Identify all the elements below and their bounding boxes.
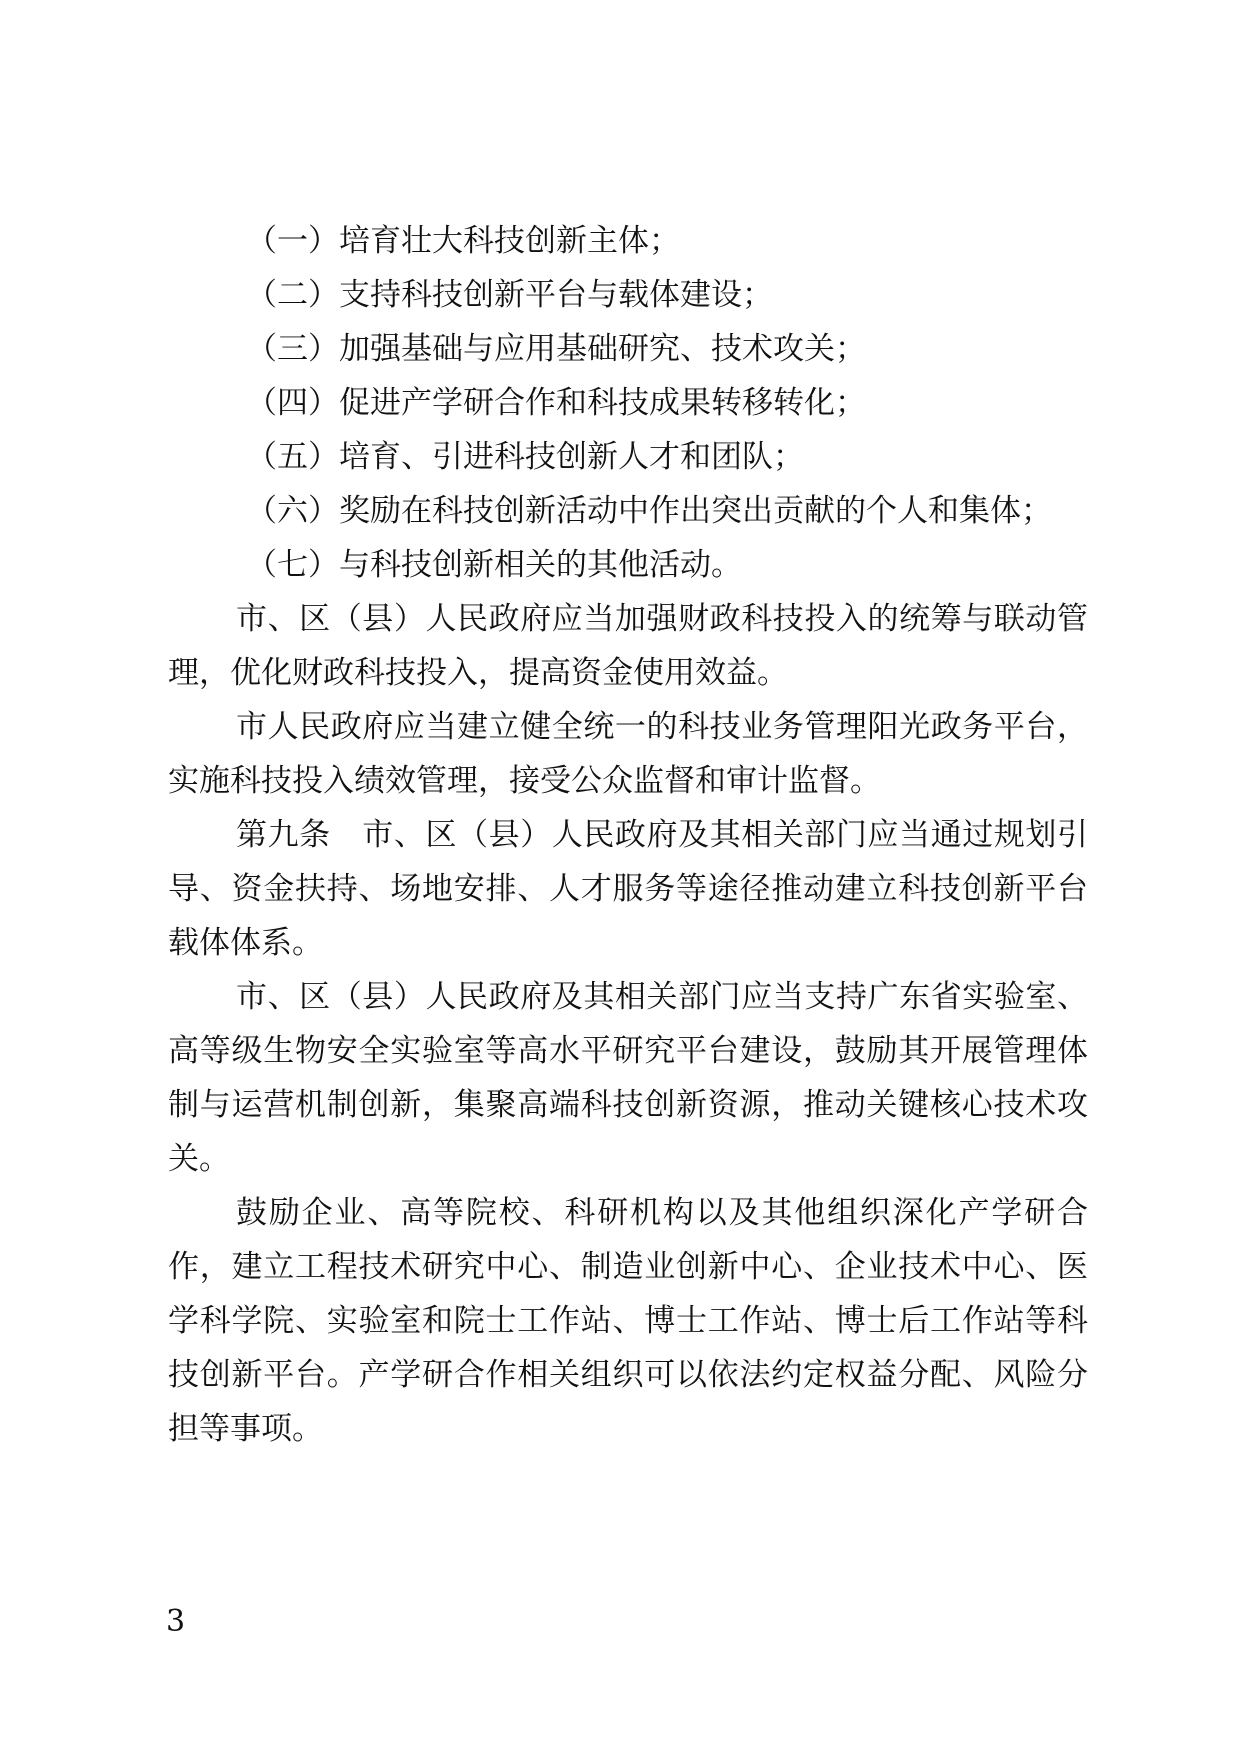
list-item-3: （三）加强基础与应用基础研究、技术攻关； bbox=[246, 331, 866, 367]
list-item-1: （一）培育壮大科技创新主体； bbox=[246, 223, 680, 259]
list-item-2: （二）支持科技创新平台与载体建设； bbox=[246, 277, 773, 313]
paragraph-lab-support: 市、区（县）人民政府及其相关部门应当支持广东省实验室、高等级生物安全实验室等高水平研究平台建设，鼓励其开展管理体制与运营机制创新，集聚高端科技创新资源，推动关键核心技术攻关。 bbox=[168, 979, 1088, 1177]
paragraph-industry-research: 鼓励企业、高等院校、科研机构以及其他组织深化产学研合作，建立工程技术研究中心、制造业创新中心、企业技术中心、医学科学院、实验室和院士工作站、博士工作站、博士后工作站等科技创新平台。产学研合作相关组织可以依法约定权益分配、风险分担等事项。 bbox=[168, 1195, 1088, 1447]
list-item-7: （七）与科技创新相关的其他活动。 bbox=[246, 547, 742, 583]
list-item-5: （五）培育、引进科技创新人才和团队； bbox=[246, 439, 804, 475]
list-item-6: （六）奖励在科技创新活动中作出突出贡献的个人和集体； bbox=[246, 493, 1052, 529]
paragraph-finance-coordination: 市、区（县）人民政府应当加强财政科技投入的统筹与联动管理，优化财政科技投入，提高资金使用效益。 bbox=[168, 601, 1088, 691]
list-item-4: （四）促进产学研合作和科技成果转移转化； bbox=[246, 385, 866, 421]
document-body bbox=[168, 214, 1088, 1456]
page-number: 3 bbox=[166, 1604, 186, 1639]
paragraph-governance-platform: 市人民政府应当建立健全统一的科技业务管理阳光政务平台，实施科技投入绩效管理，接受公众监督和审计监督。 bbox=[168, 709, 1088, 799]
paragraph-article-nine: 第九条 市、区（县）人民政府及其相关部门应当通过规划引导、资金扶持、场地安排、人才服务等途径推动建立科技创新平台载体体系。 bbox=[168, 817, 1088, 961]
